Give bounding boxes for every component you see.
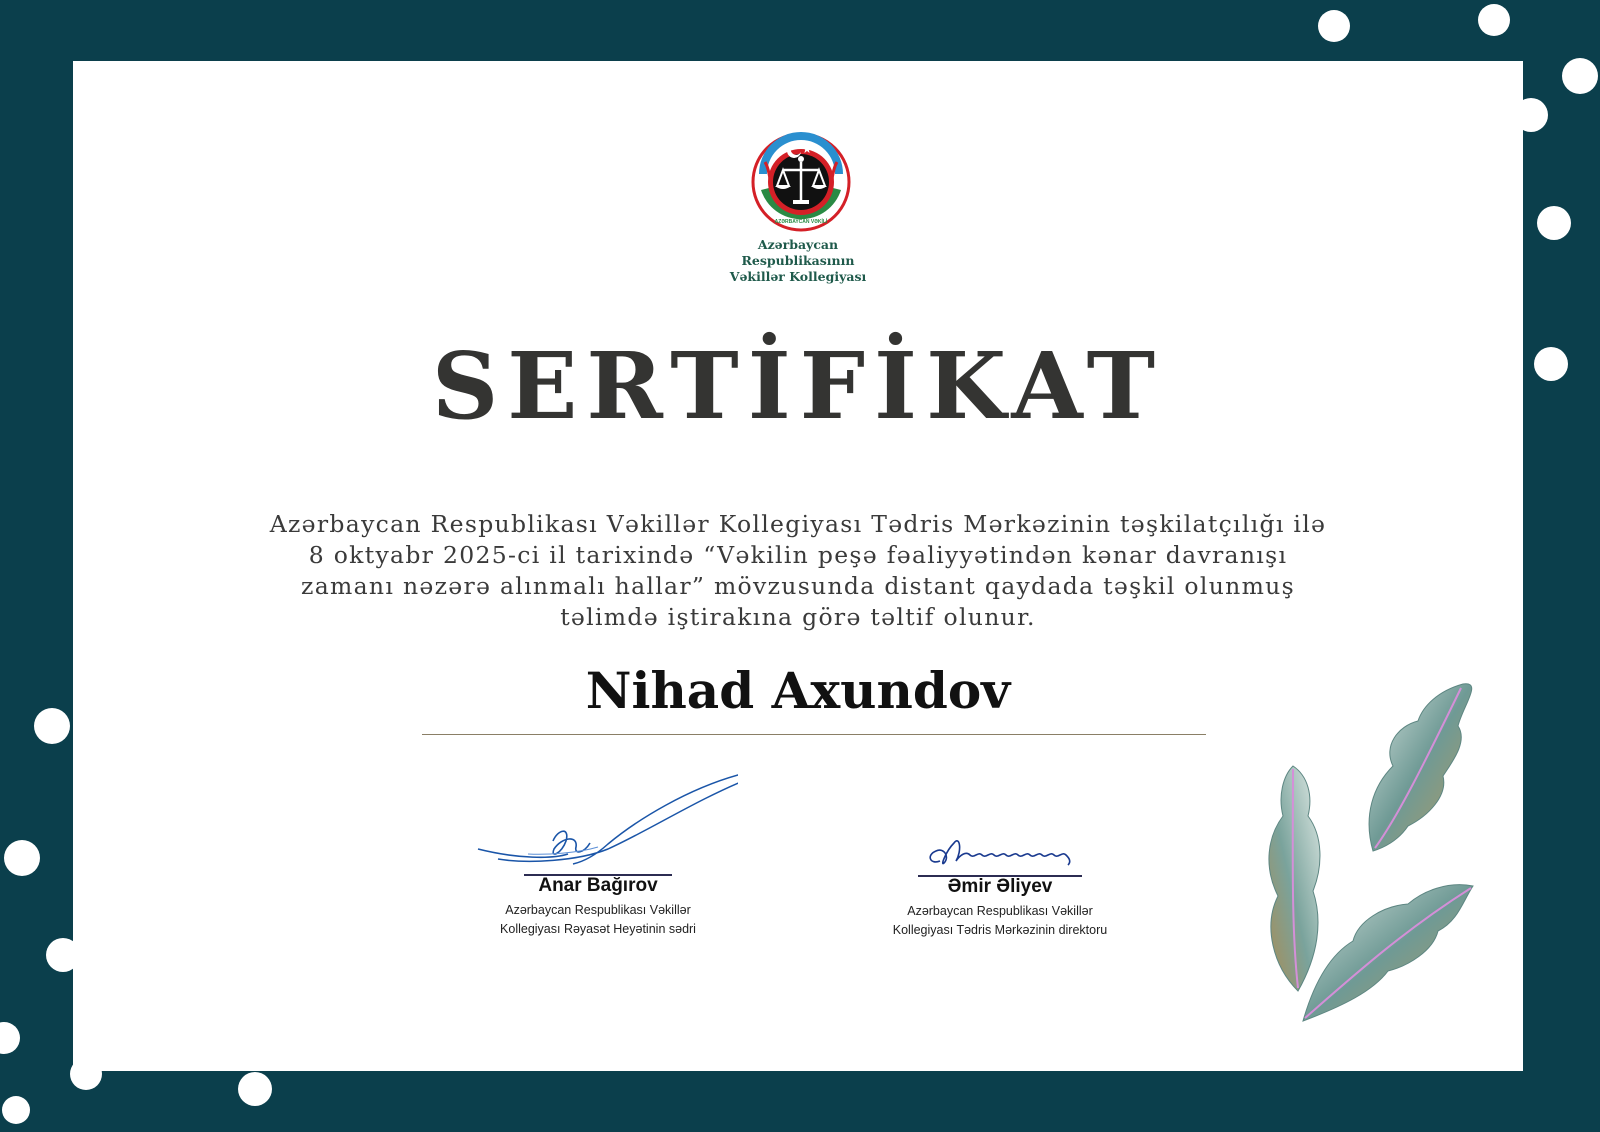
emblem-text: AZƏRBAYCAN VƏKİLİ xyxy=(774,219,828,225)
signatory-1-name: Anar Bağırov xyxy=(538,875,658,896)
decor-dot xyxy=(1318,10,1350,42)
body-line-4: təlimdə iştirakına görə təltif olunur. xyxy=(560,603,1036,631)
org-line-2: Respublikasının xyxy=(741,253,855,268)
certificate-title: SERTİFİKAT xyxy=(431,332,1165,440)
decor-dot xyxy=(34,708,70,744)
decor-dot xyxy=(238,1072,272,1106)
body-line-1: Azərbaycan Respublikası Vəkillər Kollegiyası Tədris Mərkəzinin təşkilatçılığı ilə xyxy=(269,510,1327,538)
certificate-body xyxy=(163,509,1433,633)
bar-association-emblem-icon xyxy=(751,132,851,232)
recipient-name: Nihad Axundov xyxy=(585,661,1011,720)
decor-dot xyxy=(2,1096,30,1124)
signatory-2 xyxy=(860,821,1140,940)
signatory-1-role xyxy=(458,901,738,939)
recipient-underline xyxy=(422,734,1206,735)
signature-1-icon xyxy=(458,769,738,884)
decor-dot xyxy=(4,840,40,876)
decor-dot xyxy=(0,1022,20,1054)
body-line-2: 8 oktyabr 2025-ci il tarixində “Vəkilin peşə fəaliyyətindən kənar davranışı xyxy=(308,541,1288,569)
signatory-2-role-line-1: Azərbaycan Respublikası Vəkillər xyxy=(907,904,1093,918)
signature-2-icon xyxy=(900,821,1100,881)
decor-dot xyxy=(1562,58,1598,94)
decor-dot xyxy=(1534,347,1568,381)
body-line-3: zamanı nəzərə alınmalı hallar” mövzusunda distant qaydada təşkil olunmuş xyxy=(301,572,1295,600)
decor-dot xyxy=(1537,206,1571,240)
signatory-1-role-line-1: Azərbaycan Respublikası Vəkillər xyxy=(505,903,691,917)
certificate-card xyxy=(73,61,1523,1071)
organization-name xyxy=(648,237,948,285)
signatory-2-role xyxy=(860,902,1140,940)
signatory-2-role-line-2: Kollegiyası Tədris Mərkəzinin direktoru xyxy=(892,923,1108,937)
decorative-leaves-icon xyxy=(1223,666,1483,1026)
signatory-1-role-line-2: Kollegiyası Rəyasət Heyətinin sədri xyxy=(500,922,696,936)
decor-dot xyxy=(1478,4,1510,36)
signatory-1 xyxy=(458,769,738,939)
signatory-2-name: Əmir Əliyev xyxy=(947,876,1053,897)
org-line-1: Azərbaycan xyxy=(757,237,839,252)
org-line-3: Vəkillər Kollegiyası xyxy=(729,269,867,284)
